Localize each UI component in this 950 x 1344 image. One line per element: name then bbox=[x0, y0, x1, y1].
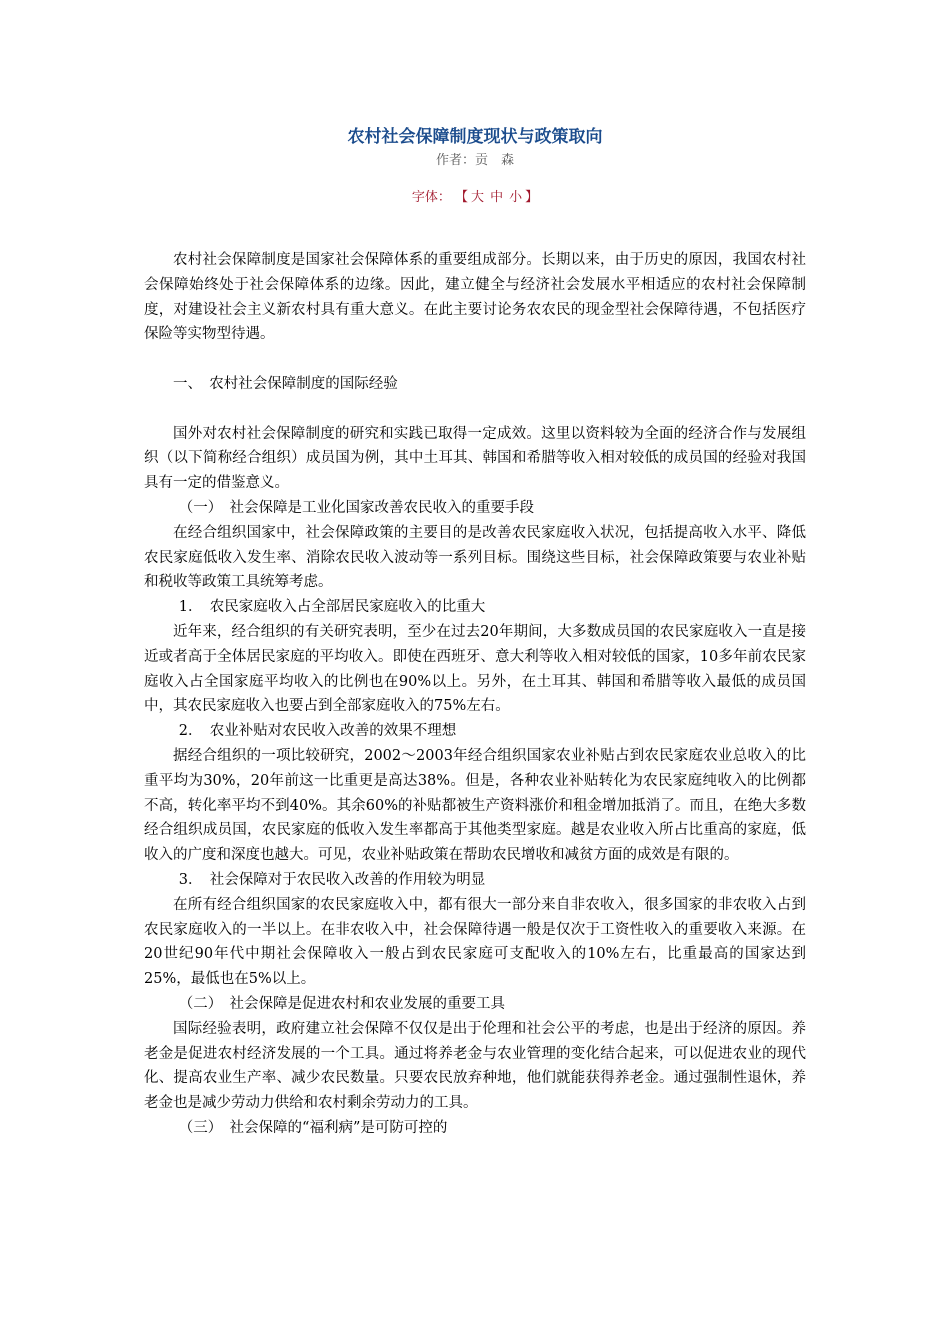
article-author: 作者：贡 森 bbox=[435, 153, 514, 168]
subsection-heading: （二） 社会保障是促进农村和农业发展的重要工具 bbox=[178, 995, 506, 1012]
body-paragraph: 国际经验表明，政府建立社会保障不仅仅是出于伦理和社会公平的考虑，也是出于经济的原因。养老金是促进农村经济发展的一个工具。通过将养老金与农业管理的变化结合起来，可以促进农业的现代化、提高农业生产率、减少农民数量。只要农民放弃种地，他们就能获得养老金。通过强制性退休，养老金也是减少劳动力供给和农村剩余劳动力的工具。 bbox=[144, 1020, 806, 1112]
font-size-selector bbox=[0, 189, 950, 207]
article-body bbox=[144, 248, 806, 1141]
point-heading: 1． 农民家庭收入占全部居民家庭收入的比重大 bbox=[178, 599, 486, 616]
font-size-small-link[interactable]: 小 bbox=[509, 190, 523, 205]
subsection-heading: （一） 社会保障是工业化国家改善农民收入的重要手段 bbox=[178, 499, 535, 516]
body-paragraph: 农村社会保障制度是国家社会保障体系的重要组成部分。长期以来，由于历史的原因，我国农村社会保障始终处于社会保障体系的边缘。因此，建立健全与经济社会发展水平相适应的农村社会保障制度，对建设社会主义新农村具有重大意义。在此主要讨论务农农民的现金型社会保障待遇，不包括医疗保险等实物型待遇。 bbox=[144, 252, 806, 343]
font-size-medium-link[interactable]: 中 bbox=[490, 190, 504, 205]
point-heading: 2． 农业补贴对农民收入改善的效果不理想 bbox=[178, 723, 457, 740]
body-paragraph: 近年来，经合组织的有关研究表明，至少在过去20年期间，大多数成员国的农民家庭收入一直是接近或者高于全体居民家庭的平均收入。即使在西班牙、意大利等收入相对较低的国家，10多年前农民家庭收入占全国家庭平均收入的比例也在90%以上。另外，在土耳其、韩国和希腊等收入最低的成员国中，其农民家庭收入也要占到全部家庭收入的75%左右。 bbox=[144, 623, 806, 715]
body-paragraph: 国外对农村社会保障制度的研究和实践已取得一定成效。这里以资料较为全面的经济合作与发展组织（以下简称经合组织）成员国为例，其中土耳其、韩国和希腊等收入相对较低的成员国的经验对我国具有一定的借鉴意义。 bbox=[144, 425, 806, 492]
font-size-large-link[interactable]: 大 bbox=[471, 190, 485, 205]
font-size-bracket-open: 【 bbox=[455, 190, 469, 205]
section-heading: 一、 农村社会保障制度的国际经验 bbox=[173, 375, 398, 392]
font-size-label: 字体： bbox=[411, 190, 451, 205]
font-size-bracket-close: 】 bbox=[525, 190, 539, 205]
body-paragraph: 在所有经合组织国家的农民家庭收入中，都有很大一部分来自非农收入，很多国家的非农收入占到农民家庭收入的一半以上。在非农收入中，社会保障待遇一般是仅次于工资性收入的重要收入来源。在20世纪90年代中期社会保障收入一般占到农民家庭可支配收入的10%左右，比重最高的国家达到25%，最低也在5%以上。 bbox=[144, 896, 806, 988]
article-title: 农村社会保障制度现状与政策取向 bbox=[347, 127, 603, 147]
body-paragraph: 据经合组织的一项比较研究，2002～2003年经合组织国家农业补贴占到农民家庭农业总收入的比重平均为30%，20年前这一比重更是高达38%。但是，各种农业补贴转化为农民家庭纯收入的比例都不高，转化率平均不到40%。其余60%的补贴都被生产资料涨价和租金增加抵消了。而且，在绝大多数经合组织成员国，农民家庭的低收入发生率都高于其他类型家庭。越是农业收入所占比重高的家庭，低收入的广度和深度也越大。可见，农业补贴政策在帮助农民增收和减贫方面的成效是有限的。 bbox=[144, 747, 806, 864]
body-paragraph: 在经合组织国家中，社会保障政策的主要目的是改善农民家庭收入状况，包括提高收入水平、降低农民家庭低收入发生率、消除农民收入波动等一系列目标。围绕这些目标，社会保障政策要与农业补贴和税收等政策工具统筹考虑。 bbox=[144, 524, 806, 591]
subsection-heading: （三） 社会保障的“福利病”是可防可控的 bbox=[178, 1119, 448, 1136]
point-heading: 3． 社会保障对于农民收入改善的作用较为明显 bbox=[178, 871, 486, 888]
